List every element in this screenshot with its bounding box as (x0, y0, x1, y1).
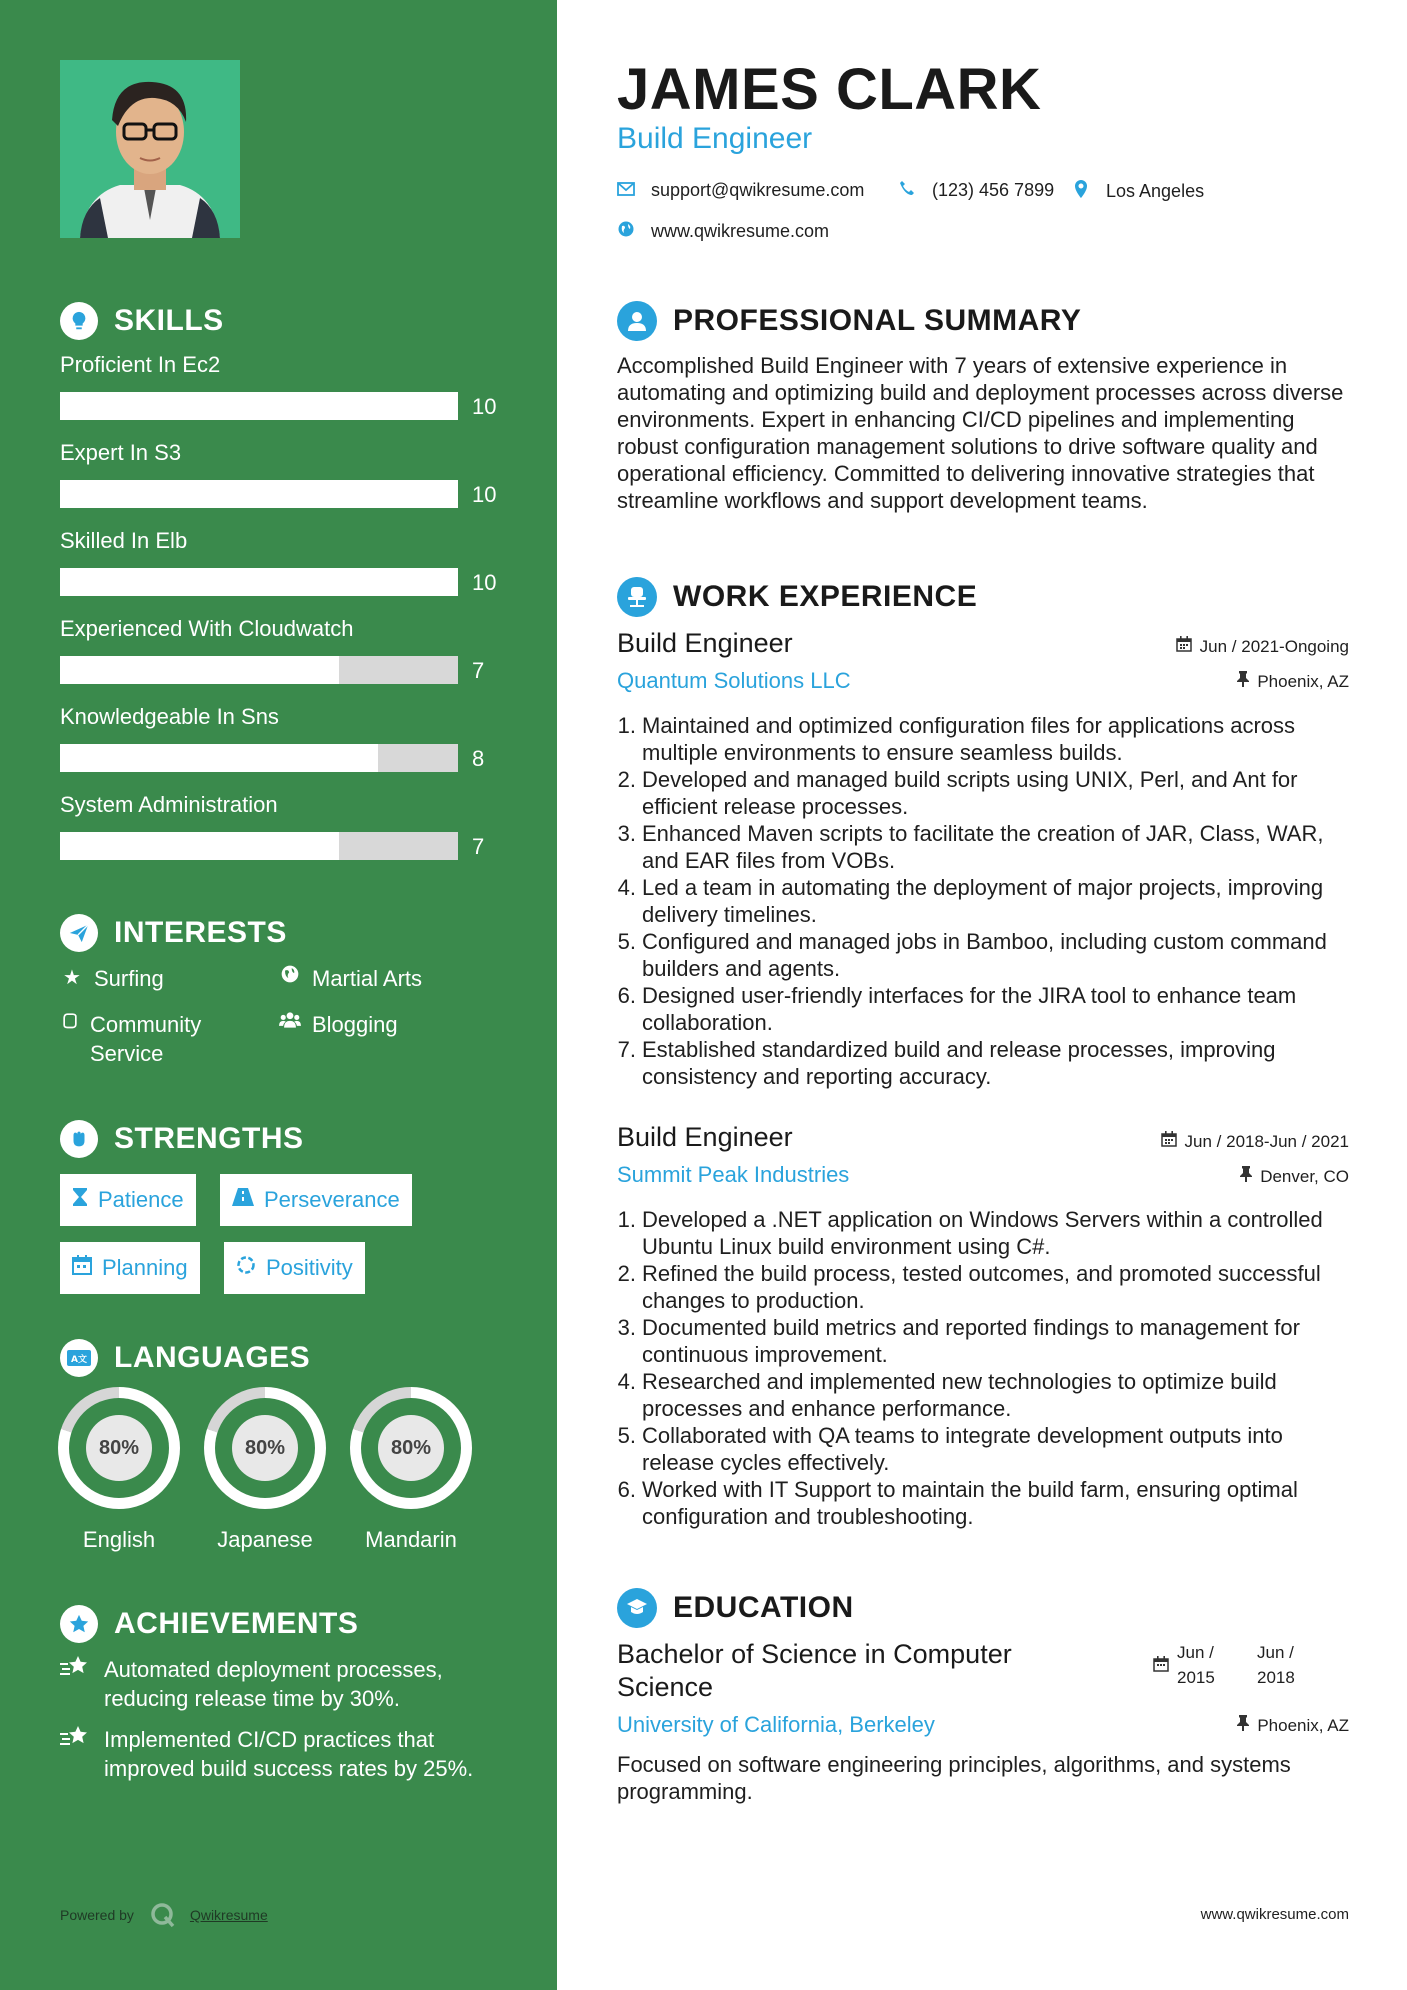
languages-heading: A文 LANGUAGES (60, 1339, 310, 1377)
language-icon (60, 1339, 98, 1377)
skill-name: Experienced With Cloudwatch (60, 616, 354, 641)
pushpin-icon (1237, 1715, 1249, 1736)
achievement-text: Automated deployment processes, reducing release time by 30%. (104, 1657, 443, 1711)
trophy-star-icon (60, 1605, 98, 1643)
job-location-text: Denver, CO (1260, 1166, 1349, 1186)
calendar-icon (1176, 636, 1192, 657)
footer-url[interactable]: www.qwikresume.com (1200, 1906, 1349, 1923)
calendar-icon (72, 1255, 92, 1281)
skill-value: 10 (472, 482, 497, 507)
skills-heading: SKILLS (60, 302, 224, 340)
strength-label: Patience (98, 1187, 184, 1212)
contact-website (617, 221, 829, 242)
language-percent: 80% (232, 1415, 298, 1481)
profile-photo (60, 60, 240, 238)
skill-value: 10 (472, 394, 497, 419)
education-description: Focused on software engineering principles, algorithms, and systems programming. (617, 1752, 1291, 1804)
job-location (1240, 1166, 1349, 1187)
skill-item (60, 440, 500, 507)
company-name: Summit Peak Industries (617, 1162, 850, 1187)
job-title: Build Engineer (617, 628, 793, 658)
language-ring (204, 1387, 326, 1509)
summary-text: Accomplished Build Engineer with 7 years of extensive experience in automating and optimizing build and deployment processes across diverse environments. Expert in enhancing CI/CD pipelines and implementing robust configuration management solutions to drive software quality and operational efficiency. Committed to delivering innovative strategies that streamline workflows and support development teams. (617, 353, 1344, 513)
language-item (58, 1387, 180, 1553)
education-heading: EDUCATION (617, 1588, 854, 1628)
job-location-text: Phoenix, AZ (1257, 671, 1349, 691)
hand-icon (60, 1010, 80, 1039)
phone-text[interactable]: (123) 456 7899 (932, 180, 1055, 200)
strength-tag (60, 1174, 196, 1226)
list-item: 6. Worked with IT Support to maintain the build farm, ensuring optimal configuration and troubleshooting. (617, 1477, 1298, 1529)
strength-tag (224, 1242, 365, 1294)
powered-by-label: Powered by (60, 1907, 134, 1923)
interest-label: Blogging (312, 1012, 398, 1037)
fist-icon (60, 1120, 98, 1158)
skill-bar (60, 744, 458, 772)
skill-name: Knowledgeable In Sns (60, 704, 279, 729)
skill-bar (60, 656, 458, 684)
location-text: Los Angeles (1106, 181, 1205, 201)
skill-bar-fill (60, 568, 458, 596)
interest-item (60, 964, 260, 993)
strength-label: Planning (102, 1255, 188, 1280)
road-icon (232, 1188, 254, 1212)
summary-heading: PROFESSIONAL SUMMARY (617, 301, 1081, 341)
skill-value: 10 (472, 570, 497, 595)
skill-item (60, 352, 500, 419)
skill-name: Proficient In Ec2 (60, 352, 221, 377)
skill-name: Skilled In Elb (60, 528, 188, 553)
skill-item (60, 792, 500, 859)
pushpin-icon (1240, 1166, 1252, 1187)
language-ring (58, 1387, 180, 1509)
skill-value: 7 (472, 658, 485, 683)
job-location (1237, 671, 1349, 692)
company-name: Quantum Solutions LLC (617, 668, 851, 693)
skill-bar (60, 392, 458, 420)
office-chair-icon (617, 577, 657, 617)
language-item (204, 1387, 326, 1553)
achievements-heading: ACHIEVEMENTS (60, 1605, 358, 1643)
shooting-star-icon (60, 1655, 90, 1686)
interest-item (278, 964, 518, 993)
language-percent: 80% (378, 1415, 444, 1481)
calendar-icon (1161, 1131, 1177, 1152)
skill-name: System Administration (60, 792, 278, 817)
star-icon: ★ (63, 967, 81, 989)
interest-label: Martial Arts (312, 966, 423, 991)
strength-label: Perseverance (264, 1187, 400, 1212)
education-location-text: Phoenix, AZ (1257, 1715, 1349, 1735)
interest-item (60, 1010, 240, 1068)
list-item: 1. Maintained and optimized configuration files for applications across multiple environments to ensure seamless builds. (617, 713, 1296, 765)
user-icon (617, 301, 657, 341)
job-bullets (610, 1206, 1360, 1530)
graduate-icon (617, 1588, 657, 1628)
strength-label: Positivity (266, 1255, 353, 1280)
calendar-icon (1153, 1654, 1169, 1690)
skill-item (60, 528, 500, 595)
skill-bar-fill (60, 832, 339, 860)
qwikresume-link[interactable]: Qwikresume (189, 1907, 268, 1923)
circle-notch-icon (236, 1255, 256, 1281)
education-start: Jun / 2015 (1177, 1643, 1215, 1687)
candidate-name: JAMES CLARK (617, 57, 1042, 122)
envelope-icon (617, 180, 635, 201)
list-item: 2. Refined the build process, tested outcomes, and promoted successful changes to production. (617, 1261, 1321, 1313)
list-item: 7. Established standardized build and release processes, improving consistency and reporting accuracy. (617, 1037, 1276, 1089)
website-text[interactable]: www.qwikresume.com (651, 221, 830, 241)
globe-icon (278, 964, 302, 993)
job-dates (1161, 1131, 1349, 1152)
paper-plane-icon (60, 914, 98, 952)
svg-text:A文: A文 (71, 1355, 87, 1365)
interest-item (278, 1010, 518, 1039)
achievement-item (60, 1655, 530, 1713)
skill-value: 7 (472, 834, 485, 859)
school-name: University of California, Berkeley (617, 1712, 935, 1737)
list-item: 4. Led a team in automating the deployment of major projects, improving delivery timelines. (617, 875, 1324, 927)
avatar (60, 60, 240, 238)
job-dates (1176, 636, 1349, 657)
skill-bar-fill (60, 480, 458, 508)
education-dates (1153, 1640, 1337, 1690)
users-icon (278, 1010, 302, 1039)
achievement-text: Implemented CI/CD practices that improved build success rates by 25%. (104, 1727, 474, 1781)
language-item (350, 1387, 472, 1553)
candidate-role: Build Engineer (617, 122, 813, 155)
language-name: Japanese (217, 1527, 313, 1552)
skill-item (60, 616, 500, 683)
language-ring (350, 1387, 472, 1509)
skill-item (60, 704, 500, 771)
list-item: 2. Developed and managed build scripts using UNIX, Perl, and Ant for efficient release processes. (617, 767, 1298, 819)
interests-heading: INTERESTS (60, 914, 287, 952)
globe-icon (617, 221, 635, 242)
list-item: 1. Developed a .NET application on Windows Servers within a controlled Ubuntu Linux build environment using C#. (617, 1207, 1323, 1259)
contact-phone (898, 180, 1054, 201)
list-item: 4. Researched and implemented new technologies to optimize build processes and enhance performance. (617, 1369, 1277, 1421)
list-item: 6. Designed user-friendly interfaces for the JIRA tool to enhance team collaboration. (617, 983, 1297, 1035)
strength-tag (220, 1174, 412, 1226)
education-location (1237, 1715, 1349, 1736)
strength-tag (60, 1242, 200, 1294)
experience-heading: WORK EXPERIENCE (617, 577, 977, 617)
phone-icon (898, 180, 916, 201)
email-text[interactable]: support@qwikresume.com (651, 180, 865, 200)
sidebar (0, 0, 557, 1990)
strengths-heading: STRENGTHS (60, 1120, 304, 1158)
list-item: 5. Collaborated with QA teams to integrate development outputs into release cycles effectively. (617, 1423, 1283, 1475)
skill-name: Expert In S3 (60, 440, 182, 465)
interest-label: Surfing (94, 966, 164, 991)
language-name: English (82, 1527, 156, 1552)
map-marker-icon (1072, 180, 1090, 203)
interest-label: Community Service (90, 1012, 202, 1066)
list-item: 3. Enhanced Maven scripts to facilitate the creation of JAR, Class, WAR, and EAR files from VOBs. (617, 821, 1324, 873)
language-name: Mandarin (365, 1527, 457, 1552)
qwikresume-logo-icon (150, 1902, 176, 1928)
education-end: Jun / 2018 (1257, 1643, 1295, 1687)
skill-bar (60, 568, 458, 596)
shooting-star-icon (60, 1725, 90, 1756)
hourglass-icon (72, 1187, 88, 1213)
job-bullets (610, 712, 1360, 1090)
list-item: 3. Documented build metrics and reported findings to management for continuous improvement. (617, 1315, 1300, 1367)
list-item: 5. Configured and managed jobs in Bamboo, including custom command builders and agents. (617, 929, 1327, 981)
job-dates-text: Jun / 2021-Ongoing (1199, 636, 1349, 656)
skill-bar-fill (60, 744, 378, 772)
skill-bar (60, 480, 458, 508)
skill-bar-fill (60, 656, 339, 684)
powered-by (60, 1902, 268, 1928)
job-title: Build Engineer (617, 1122, 793, 1152)
skill-value: 8 (472, 746, 485, 771)
skill-bar (60, 832, 458, 860)
pushpin-icon (1237, 671, 1249, 692)
contact-email (617, 180, 864, 201)
job-dates-text: Jun / 2018-Jun / 2021 (1184, 1131, 1349, 1151)
skill-bar-fill (60, 392, 458, 420)
achievement-item (60, 1725, 530, 1783)
degree-title: Bachelor of Science in Computer Science (617, 1639, 1012, 1702)
lightbulb-icon (60, 302, 98, 340)
contact-location (1072, 180, 1204, 203)
language-percent: 80% (86, 1415, 152, 1481)
